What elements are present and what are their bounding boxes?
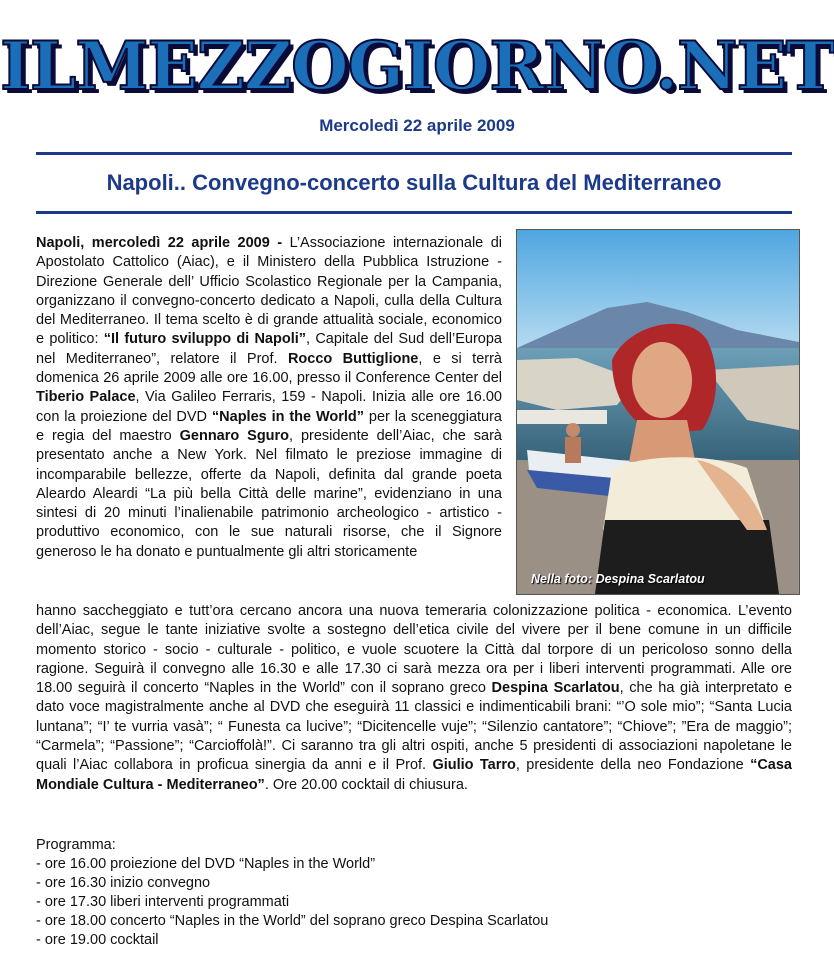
masthead-logo: ILMEZZOGIORNO.NET [0,27,834,105]
program-title: Programma: [36,837,116,853]
article-continued-paragraph [36,602,792,795]
text-span: L’Associazione internazionale di Apostolato Cattolico (Aiac), e il Ministero della Pubblica Istruzione - Direzione Generale dell’ Ufficio Scolastico Regionale per la Campania, organizzano il convegno-concerto dedicato a Napoli, culla della Cultura del Mediterraneo. Il tema scelto è di grande attualità sociale, economico e politico: [36,235,502,348]
text-span: hanno saccheggiato e tutt’ora cercano ancora una nuova temeraria colonizzazione politica - economica. L’evento dell’Aiac, segue le tante iniziative svolte a sostegno dell’etica civile del vivere per il bene comune in un difficile momento storico - socio - culturale - politico, e vuole scuotere la Città dal torpore di un pericoloso sonno della ragione. Seguirà il convegno alle 16.30 e alle 17.30 ci sarà mezza ora per i liberi interventi programmati. Alle ore 18.00 seguirà il concerto “Naples in the World” con il soprano greco [36,603,792,697]
article-lead-paragraph [36,234,502,562]
publication-date: Mercoledì 22 aprile 2009 [319,116,515,135]
venue-name: Tiberio Palace [36,389,136,406]
bottom-divider [36,211,792,214]
text-span: , e si terrà domenica 26 aprile 2009 alle ore 16.00, presso il Conference Center del [36,350,502,387]
program-item: - ore 19.00 cocktail [36,932,159,948]
photo-caption: Nella foto: Despina Scarlatou [531,572,705,586]
text-span: , che ha già interpretato e dato voce magistralmente anche al DVD che eseguirà 11 classici e indimenticabili brani: “’O sole mio”; “Santa Lucia luntana”; “I’ te vurria vasà”; “ Funesta ca lucive”; “Dicitencelle vuje”; “Silenzio cantatore”; “Chiove”; ”Era de maggio”; “Carmela”; “Passione”; “Carcioffolà!”. Ci saranno tra gli altri ospiti, anche 5 presidenti di associazioni napoletane le quali l’Aiac collabora in proficua sinergia da anni e il Prof. [36,680,793,774]
program-item: - ore 16.00 proiezione del DVD “Naples in the World” [36,856,376,872]
foundation-name: “Casa Mondiale Cultura - Mediterraneo” [36,757,792,793]
soprano-name: Despina Scarlatou [491,680,620,697]
text-span: , Capitale del Sud dell’Europa nel Mediterraneo”, relatore il Prof. [36,331,502,367]
dvd-title: “Naples in the World” [211,408,365,425]
article-headline: Napoli.. Convegno-concerto sulla Cultura del Mediterraneo [106,170,722,195]
guest-name: Giulio Tarro [432,757,516,774]
text-span: , presidente della neo Fondazione [515,757,751,774]
program-item: - ore 16.30 inizio convegno [36,875,211,891]
speaker-name: Rocco Buttiglione [287,350,419,367]
text-span: . Ore 20.00 cocktail di chiusura. [264,776,468,793]
text-span: , Via Galileo Ferraris, 159 - Napoli. Inizia alle ore 16.00 con la proiezione del DVD [36,389,502,425]
program-list [36,836,548,950]
director-name: Gennaro Sguro [179,427,290,444]
photo-illustration [517,230,799,594]
theme: “Il futuro sviluppo di Napoli” [103,331,307,348]
program-item: - ore 17.30 liberi interventi programmati [36,894,290,910]
top-divider [36,152,792,155]
article-photo [516,229,800,595]
text-span: , presidente dell’Aiac, che sarà presentato anche a New York. Nel filmato le preziose immagine di incomparabile bellezze, offerte da Napoli, definita dal grande poeta Aleardo Aleardi “La più bella Città delle marine”, evidenziano in una sintesi di 20 minuti l’inalienabile patrimonio archeologico - artistico - produttivo economico, con le sue naturali risorse, che il Signore generoso le ha donato e puntualmente gli altri storicamente [36,427,502,560]
program-item: - ore 18.00 concerto “Naples in the World” del soprano greco Despina Scarlatou [36,913,549,929]
dateline: Napoli, mercoledì 22 aprile 2009 - [36,235,283,251]
text-span: per la sceneggiatura e regia del maestro [36,408,502,444]
